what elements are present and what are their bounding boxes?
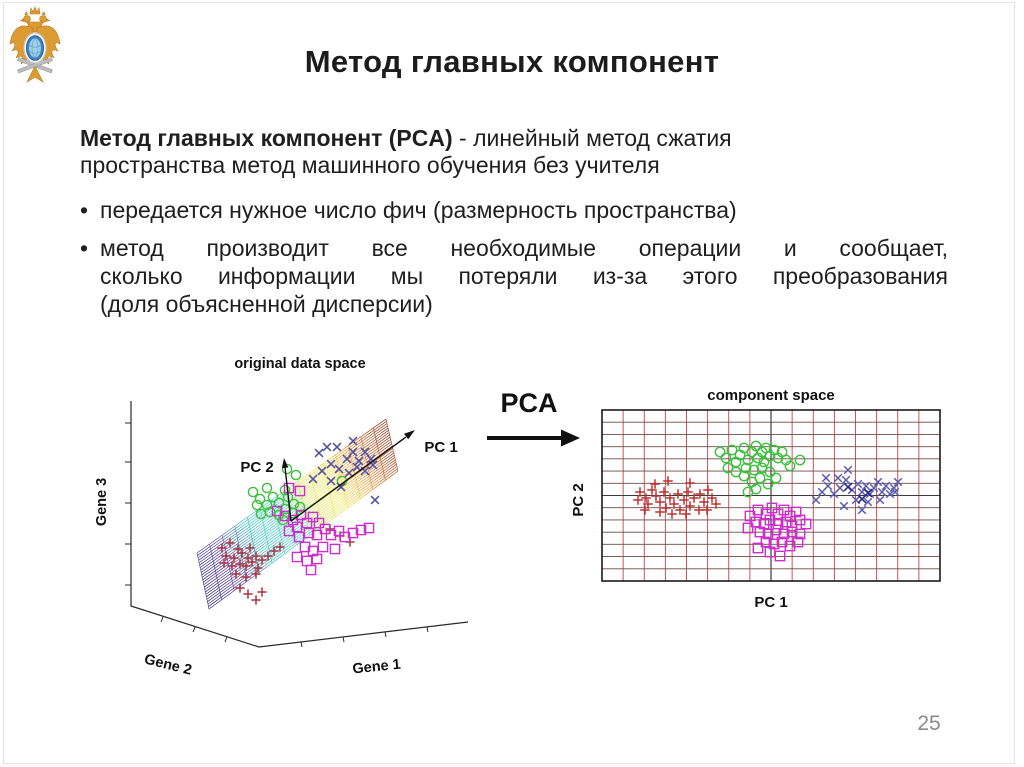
page-number: 25 xyxy=(917,712,941,735)
bullet-item-2 xyxy=(80,234,948,318)
bullet-2-line-1: метод производит все необходимые операции и сообщает, xyxy=(100,235,948,261)
right-plot-xlabel: PC 1 xyxy=(754,594,788,611)
pc1-label: PC 1 xyxy=(424,439,458,456)
bullet-2-text xyxy=(100,234,948,318)
pc2-label: PC 2 xyxy=(240,459,274,476)
original-data-space-plot xyxy=(94,356,468,679)
left-plot-title: original data space xyxy=(234,356,366,372)
component-space-plot xyxy=(570,387,940,611)
bullet-marker-icon: • xyxy=(80,235,89,261)
pc2-arrowhead-icon xyxy=(282,458,288,468)
bullet-marker-icon: • xyxy=(80,197,89,223)
pca-figure xyxy=(90,349,970,691)
intro-line-1 xyxy=(80,125,960,152)
pca-transform xyxy=(487,388,580,447)
pc1-arrow xyxy=(291,437,406,521)
bullet-1-text: передается нужное число фич (размерность пространства) xyxy=(100,197,737,223)
right-plot-ylabel: PC 2 xyxy=(570,483,587,517)
intro-line-2: пространства метод машинного обучения без учителя xyxy=(80,152,660,178)
intro-line1-rest: - линейный метод сжатия xyxy=(452,125,732,151)
intro-lead-bold: Метод главных компонент (PCA) xyxy=(80,125,453,151)
left-plot-zlabel: Gene 3 xyxy=(94,477,110,527)
pca-arrowhead-icon xyxy=(561,430,580,447)
pca-figure-svg xyxy=(90,349,970,691)
page-title: Метод главных компонент xyxy=(304,44,720,79)
bullet-2-line-3: (доля объясненной дисперсии) xyxy=(100,291,433,317)
bullet-item-1 xyxy=(80,196,980,224)
right-plot-title: component space xyxy=(707,387,835,404)
intro-paragraph xyxy=(80,125,960,179)
left-plot-xlabel: Gene 1 xyxy=(351,656,402,678)
bullet-2-line-2: сколько информации мы потеряли из-за этого преобразования xyxy=(100,263,948,289)
pca-label: PCA xyxy=(500,388,558,418)
left-plot-ylabel: Gene 2 xyxy=(142,651,194,679)
